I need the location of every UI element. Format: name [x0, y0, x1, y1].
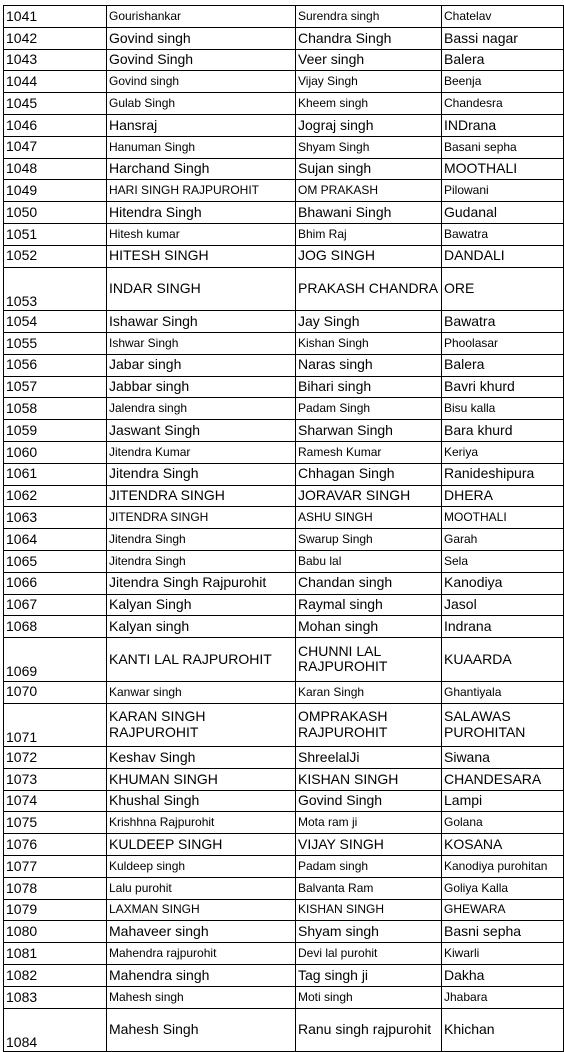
cell-father-name: Chhagan Singh [296, 463, 442, 485]
cell-village: KOSANA [442, 834, 564, 856]
cell-serial-number: 1041 [4, 6, 107, 28]
cell-village: KUAARDA [442, 638, 564, 682]
cell-village: Siwana [442, 747, 564, 769]
cell-village: MOOTHALI [442, 158, 564, 180]
cell-village: DHERA [442, 485, 564, 507]
cell-name: KARAN SINGH RAJPUROHIT [107, 703, 296, 747]
cell-name: Mahendra singh [107, 965, 296, 987]
cell-village: DANDALI [442, 245, 564, 267]
cell-village: ORE [442, 267, 564, 311]
table-row [4, 965, 564, 987]
cell-village: Chandesra [442, 93, 564, 115]
cell-name: Hitendra Singh [107, 202, 296, 224]
cell-village: Bavri khurd [442, 376, 564, 398]
table-row [4, 6, 564, 28]
cell-serial-number: 1042 [4, 27, 107, 49]
cell-father-name: Mota ram ji [296, 812, 442, 834]
cell-village: Ranideshipura [442, 463, 564, 485]
table-row [4, 747, 564, 769]
cell-father-name: Kheem singh [296, 93, 442, 115]
table-row [4, 834, 564, 856]
cell-father-name: Naras singh [296, 354, 442, 376]
cell-father-name: JOG SINGH [296, 245, 442, 267]
table-row [4, 943, 564, 965]
cell-father-name: Jograj singh [296, 114, 442, 136]
cell-father-name: OMPRAKASH RAJPUROHIT [296, 703, 442, 747]
cell-name: Kalyan singh [107, 616, 296, 638]
cell-serial-number: 1077 [4, 856, 107, 878]
cell-name: Gulab Singh [107, 93, 296, 115]
table-row [4, 616, 564, 638]
cell-name: Jaswant Singh [107, 420, 296, 442]
cell-village: Basni sepha [442, 921, 564, 943]
cell-father-name: CHUNNI LAL RAJPUROHIT [296, 638, 442, 682]
cell-serial-number: 1053 [4, 267, 107, 311]
cell-serial-number: 1047 [4, 136, 107, 158]
cell-name: Mahesh Singh [107, 1008, 296, 1052]
cell-name: Ishwar Singh [107, 332, 296, 354]
table-row [4, 703, 564, 747]
cell-serial-number: 1054 [4, 311, 107, 333]
cell-village: Garah [442, 529, 564, 551]
table-row [4, 1008, 564, 1052]
cell-village: Goliya Kalla [442, 877, 564, 899]
table-row [4, 398, 564, 420]
cell-serial-number: 1062 [4, 485, 107, 507]
cell-serial-number: 1064 [4, 529, 107, 551]
cell-village: MOOTHALI [442, 507, 564, 529]
cell-name: Khushal Singh [107, 790, 296, 812]
cell-father-name: Babu lal [296, 550, 442, 572]
table-row [4, 420, 564, 442]
cell-serial-number: 1055 [4, 332, 107, 354]
cell-village: Beenja [442, 71, 564, 93]
cell-serial-number: 1052 [4, 245, 107, 267]
cell-father-name: Tag singh ji [296, 965, 442, 987]
cell-name: JITENDRA SINGH [107, 485, 296, 507]
cell-father-name: OM PRAKASH [296, 180, 442, 202]
table-row [4, 136, 564, 158]
table-row [4, 529, 564, 551]
cell-name: KHUMAN SINGH [107, 768, 296, 790]
table-row [4, 49, 564, 71]
cell-serial-number: 1071 [4, 703, 107, 747]
table-row [4, 681, 564, 703]
cell-village: Gudanal [442, 202, 564, 224]
cell-village: Dakha [442, 965, 564, 987]
cell-village: Lampi [442, 790, 564, 812]
cell-father-name: Devi lal purohit [296, 943, 442, 965]
cell-name: Jitendra Singh Rajpurohit [107, 572, 296, 594]
cell-serial-number: 1068 [4, 616, 107, 638]
cell-father-name: Bhim Raj [296, 223, 442, 245]
cell-name: Hansraj [107, 114, 296, 136]
cell-name: Jitendra Singh [107, 550, 296, 572]
cell-name: Govind singh [107, 27, 296, 49]
cell-father-name: Ranu singh rajpurohit [296, 1008, 442, 1052]
cell-father-name: Sharwan Singh [296, 420, 442, 442]
cell-name: Jabar singh [107, 354, 296, 376]
cell-village: Khichan [442, 1008, 564, 1052]
cell-serial-number: 1044 [4, 71, 107, 93]
cell-village: SALAWAS PUROHITAN [442, 703, 564, 747]
cell-name: Jitendra Singh [107, 529, 296, 551]
cell-serial-number: 1058 [4, 398, 107, 420]
table-row [4, 311, 564, 333]
table-row [4, 594, 564, 616]
cell-serial-number: 1046 [4, 114, 107, 136]
cell-name: Govind Singh [107, 49, 296, 71]
cell-serial-number: 1048 [4, 158, 107, 180]
cell-serial-number: 1078 [4, 877, 107, 899]
cell-serial-number: 1075 [4, 812, 107, 834]
table-row [4, 441, 564, 463]
cell-village: Golana [442, 812, 564, 834]
cell-serial-number: 1059 [4, 420, 107, 442]
cell-village: Bisu kalla [442, 398, 564, 420]
cell-serial-number: 1060 [4, 441, 107, 463]
cell-village: Indrana [442, 616, 564, 638]
cell-serial-number: 1050 [4, 202, 107, 224]
cell-village: Balera [442, 354, 564, 376]
table-row [4, 463, 564, 485]
cell-village: Bawatra [442, 311, 564, 333]
cell-village: Sela [442, 550, 564, 572]
cell-name: Kuldeep singh [107, 856, 296, 878]
table-row [4, 485, 564, 507]
cell-serial-number: 1079 [4, 899, 107, 921]
table-row [4, 332, 564, 354]
cell-village: Phoolasar [442, 332, 564, 354]
cell-father-name: Chandan singh [296, 572, 442, 594]
cell-village: Pilowani [442, 180, 564, 202]
cell-village: Basani sepha [442, 136, 564, 158]
table-row [4, 550, 564, 572]
cell-serial-number: 1083 [4, 986, 107, 1008]
cell-village: Kiwarli [442, 943, 564, 965]
cell-serial-number: 1070 [4, 681, 107, 703]
cell-village: Kanodiya [442, 572, 564, 594]
cell-name: Jabbar singh [107, 376, 296, 398]
cell-father-name: PRAKASH CHANDRA [296, 267, 442, 311]
cell-father-name: Padam singh [296, 856, 442, 878]
table-body [4, 6, 564, 1052]
cell-father-name: Swarup Singh [296, 529, 442, 551]
cell-father-name: Shyam singh [296, 921, 442, 943]
table-row [4, 768, 564, 790]
cell-village: Bara khurd [442, 420, 564, 442]
cell-father-name: VIJAY SINGH [296, 834, 442, 856]
cell-village: Keriya [442, 441, 564, 463]
cell-name: Harchand Singh [107, 158, 296, 180]
table-row [4, 638, 564, 682]
cell-father-name: JORAVAR SINGH [296, 485, 442, 507]
cell-village: Balera [442, 49, 564, 71]
table-row [4, 856, 564, 878]
table-row [4, 376, 564, 398]
cell-father-name: Kishan Singh [296, 332, 442, 354]
cell-serial-number: 1051 [4, 223, 107, 245]
cell-father-name: Karan Singh [296, 681, 442, 703]
cell-name: Jitendra Kumar [107, 441, 296, 463]
cell-father-name: Mohan singh [296, 616, 442, 638]
cell-serial-number: 1045 [4, 93, 107, 115]
cell-father-name: Veer singh [296, 49, 442, 71]
table-row [4, 877, 564, 899]
table-row [4, 93, 564, 115]
table-row [4, 223, 564, 245]
table-row [4, 180, 564, 202]
cell-father-name: Shyam Singh [296, 136, 442, 158]
cell-name: HITESH SINGH [107, 245, 296, 267]
cell-father-name: Bihari singh [296, 376, 442, 398]
cell-village: Ghantiyala [442, 681, 564, 703]
cell-serial-number: 1065 [4, 550, 107, 572]
cell-father-name: KISHAN SINGH [296, 768, 442, 790]
cell-serial-number: 1063 [4, 507, 107, 529]
cell-father-name: Jay Singh [296, 311, 442, 333]
cell-name: Mahaveer singh [107, 921, 296, 943]
cell-name: LAXMAN SINGH [107, 899, 296, 921]
cell-serial-number: 1057 [4, 376, 107, 398]
cell-name: Jitendra Singh [107, 463, 296, 485]
cell-name: KANTI LAL RAJPUROHIT [107, 638, 296, 682]
data-table [3, 5, 564, 1052]
cell-serial-number: 1081 [4, 943, 107, 965]
cell-name: Mahendra rajpurohit [107, 943, 296, 965]
cell-name: Kalyan Singh [107, 594, 296, 616]
table-row [4, 267, 564, 311]
cell-serial-number: 1061 [4, 463, 107, 485]
cell-name: Gourishankar [107, 6, 296, 28]
table-row [4, 921, 564, 943]
table-row [4, 202, 564, 224]
cell-name: HARI SINGH RAJPUROHIT [107, 180, 296, 202]
cell-father-name: Vijay Singh [296, 71, 442, 93]
cell-name: JITENDRA SINGH [107, 507, 296, 529]
cell-serial-number: 1043 [4, 49, 107, 71]
cell-father-name: ASHU SINGH [296, 507, 442, 529]
cell-village: CHANDESARA [442, 768, 564, 790]
cell-serial-number: 1084 [4, 1008, 107, 1052]
cell-father-name: KISHAN SINGH [296, 899, 442, 921]
cell-serial-number: 1056 [4, 354, 107, 376]
table-row [4, 899, 564, 921]
cell-village: INDrana [442, 114, 564, 136]
cell-serial-number: 1066 [4, 572, 107, 594]
cell-father-name: Bhawani Singh [296, 202, 442, 224]
cell-name: Govind singh [107, 71, 296, 93]
cell-father-name: Moti singh [296, 986, 442, 1008]
cell-name: Ishawar Singh [107, 311, 296, 333]
cell-serial-number: 1067 [4, 594, 107, 616]
table-row [4, 158, 564, 180]
cell-name: Mahesh singh [107, 986, 296, 1008]
cell-village: Bawatra [442, 223, 564, 245]
cell-name: INDAR SINGH [107, 267, 296, 311]
cell-name: Hanuman Singh [107, 136, 296, 158]
cell-father-name: Surendra singh [296, 6, 442, 28]
cell-village: Kanodiya purohitan [442, 856, 564, 878]
table-row [4, 27, 564, 49]
cell-serial-number: 1073 [4, 768, 107, 790]
cell-name: Lalu purohit [107, 877, 296, 899]
cell-serial-number: 1080 [4, 921, 107, 943]
cell-father-name: Ramesh Kumar [296, 441, 442, 463]
cell-name: Hitesh kumar [107, 223, 296, 245]
cell-village: GHEWARA [442, 899, 564, 921]
cell-serial-number: 1076 [4, 834, 107, 856]
cell-father-name: Padam Singh [296, 398, 442, 420]
cell-serial-number: 1072 [4, 747, 107, 769]
cell-name: Kanwar singh [107, 681, 296, 703]
cell-name: KULDEEP SINGH [107, 834, 296, 856]
table-row [4, 507, 564, 529]
cell-father-name: Sujan singh [296, 158, 442, 180]
table-row [4, 71, 564, 93]
table-row [4, 245, 564, 267]
cell-village: Jasol [442, 594, 564, 616]
cell-village: Bassi nagar [442, 27, 564, 49]
cell-father-name: Balvanta Ram [296, 877, 442, 899]
table-row [4, 354, 564, 376]
table-row [4, 572, 564, 594]
cell-name: Jalendra singh [107, 398, 296, 420]
cell-name: Krishhna Rajpurohit [107, 812, 296, 834]
table-row [4, 986, 564, 1008]
table-row [4, 114, 564, 136]
cell-serial-number: 1069 [4, 638, 107, 682]
cell-name: Keshav Singh [107, 747, 296, 769]
cell-father-name: Govind Singh [296, 790, 442, 812]
cell-father-name: ShreelalJi [296, 747, 442, 769]
cell-serial-number: 1082 [4, 965, 107, 987]
cell-father-name: Raymal singh [296, 594, 442, 616]
cell-father-name: Chandra Singh [296, 27, 442, 49]
cell-village: Chatelav [442, 6, 564, 28]
cell-serial-number: 1049 [4, 180, 107, 202]
cell-village: Jhabara [442, 986, 564, 1008]
cell-serial-number: 1074 [4, 790, 107, 812]
table-row [4, 790, 564, 812]
table-row [4, 812, 564, 834]
